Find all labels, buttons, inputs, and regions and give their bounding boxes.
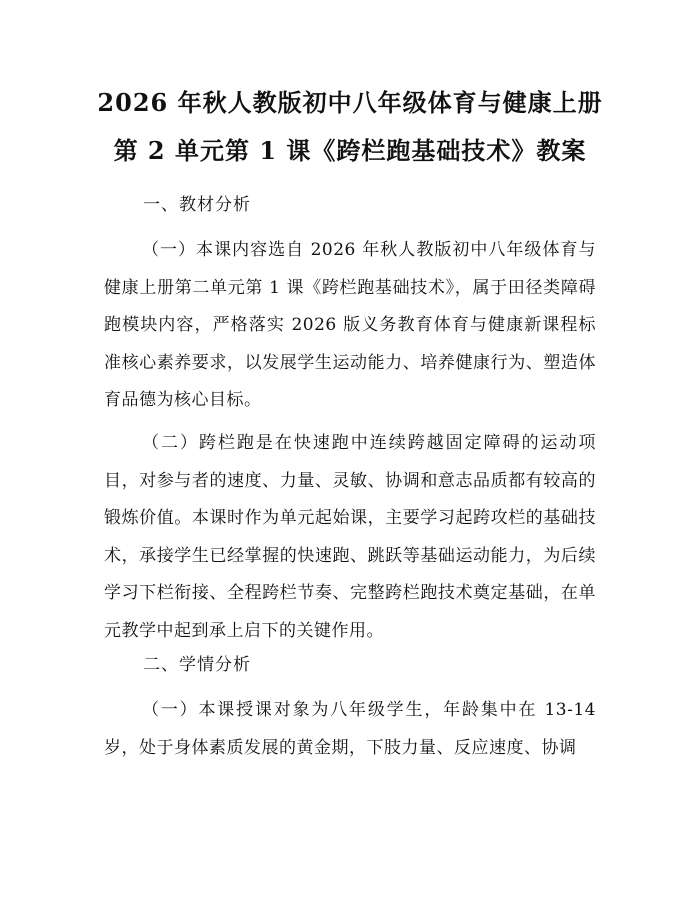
paragraph: （一）本课内容选自 2026 年秋人教版初中八年级体育与健康上册第二单元第 1 课《跨栏跑基础技术》，属于田径类障碍跑模块内容，严格落实 2026 版义务教育体育与健康新课程标准核心素养要求，以发展学生运动能力、培养健康行为、塑造体育品德为核心目标。: [104, 240, 596, 411]
document-title-line-2: 第 2 单元第 1 课《跨栏跑基础技术》教案: [113, 136, 587, 165]
document-title-line-1: 2026 年秋人教版初中八年级体育与健康上册: [97, 88, 603, 117]
paragraph: （二）跨栏跑是在快速跑中连续跨越固定障碍的运动项目，对参与者的速度、力量、灵敏、协调和意志品质都有较高的锻炼价值。本课时作为单元起始课，主要学习起跨攻栏的基础技术，承接学生已经掌握的快速跑、跳跃等基础运动能力，为后续学习下栏衔接、全程跨栏节奏、完整跨栏跑技术奠定基础，在单元教学中起到承上启下的关键作用。: [104, 433, 596, 641]
section-heading-student-analysis: 二、学情分析: [143, 655, 251, 675]
section-heading-textbook-analysis: 一、教材分析: [143, 195, 251, 215]
paragraph: （一）本课授课对象为八年级学生，年龄集中在 13-14 岁，处于身体素质发展的黄金期，下肢力量、反应速度、协调: [104, 700, 596, 758]
